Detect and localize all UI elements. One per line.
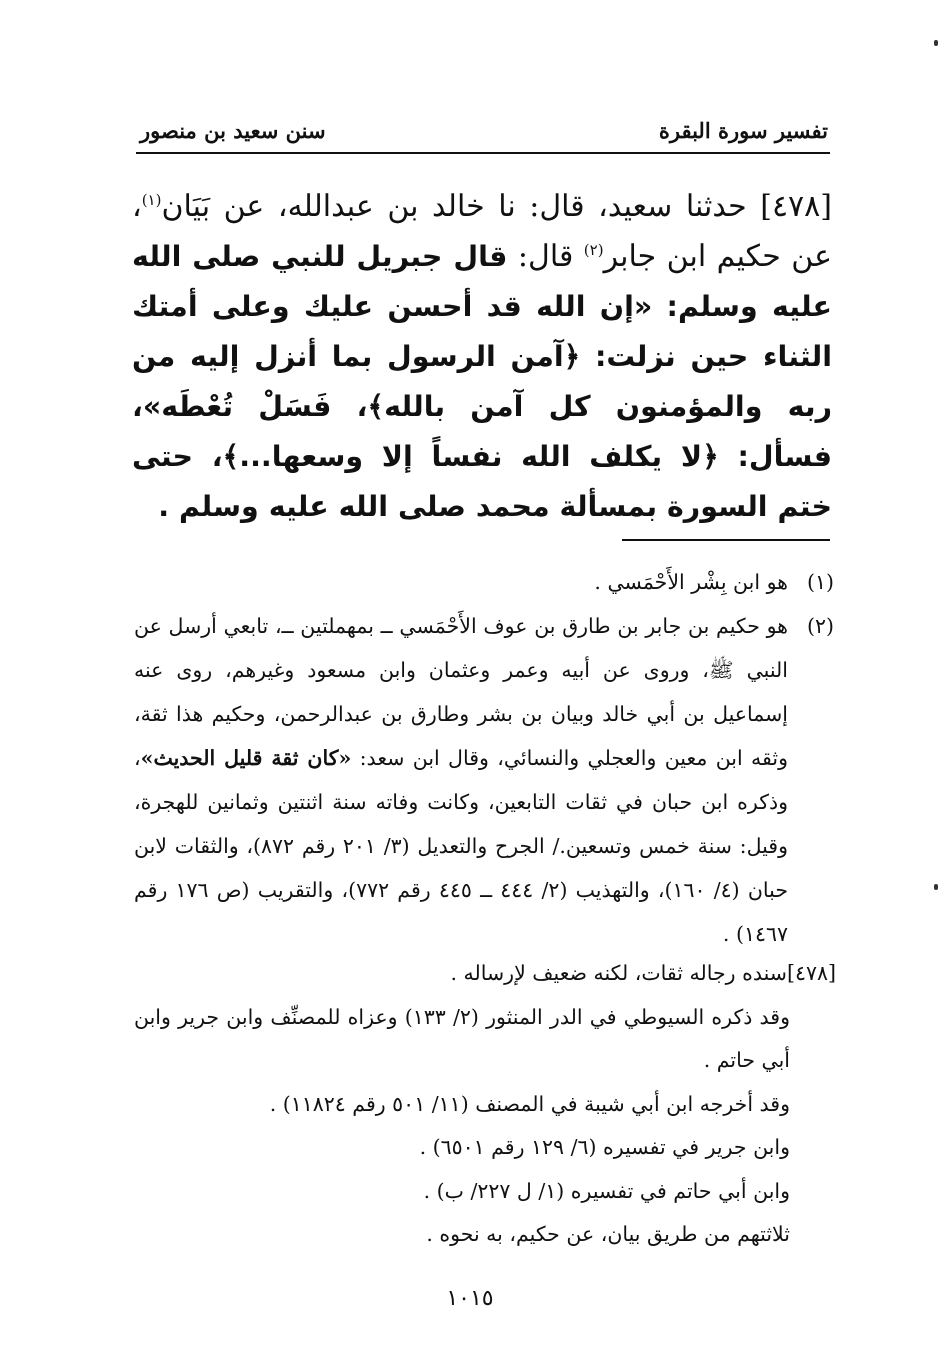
header-surah-title: تفسير سورة البقرة	[658, 117, 828, 143]
footnotes	[134, 560, 834, 956]
footnote-1-mark: (١)	[806, 570, 834, 594]
hadith-text	[132, 182, 832, 532]
hadith-number: [٤٧٨]	[760, 189, 832, 224]
takhrij-note	[134, 952, 836, 1257]
takhrij-mark: [٤٧٨]	[786, 961, 836, 985]
hadith-isnad-2: ، عن حكيم ابن جابر	[132, 189, 832, 274]
header-divider	[136, 152, 830, 154]
hadith-isnad-3: قال:	[507, 239, 584, 274]
footnote-2	[134, 604, 834, 956]
footnote-2-text-a: هو حكيم بن جابر بن طارق بن عوف الأَحْمَسي ــ بمهملتين ــ، تابعي أرسل عن النبي ﷺ، وروى عن أبيه وعمر وعثمان وابن مسعود وغيرهم، روى عنه إسماعيل بن أبي خالد وبيان بن بشر وطارق بن عبدالرحمن، وحكيم هذا ثقة، وثقه ابن معين والعجلي والنسائي، وقال ابن سعد:	[134, 614, 789, 770]
footnote-1-text: هو ابن بِشْر الأَحْمَسي .	[594, 570, 788, 594]
takhrij-line-2: وقد ذكره السيوطي في الدر المنثور (٢/ ١٣٣) وعزاه للمصنِّف وابن جرير وابن أبي حاتم .	[134, 1004, 790, 1072]
takhrij-line-3: وقد أخرجه ابن أبي شيبة في المصنف (١١/ ٥٠١ رقم ١١٨٢٤) .	[269, 1091, 790, 1116]
footnote-2-quote: «كان ثقة قليل الحديث»	[140, 746, 352, 770]
footnote-ref-1[interactable]: (١)	[141, 191, 162, 209]
running-header	[140, 112, 828, 148]
takhrij-line-6: ثلاثتهم من طريق بيان، عن حكيم، به نحوه .	[426, 1222, 790, 1246]
hadith-matn: قال جبريل للنبي صلى الله عليه وسلم: «إن الله قد أحسن عليك وعلى أمتك الثناء حين نزلت: ﴿آمن الرسول بما أنزل إليه من ربه والمؤمنون كل آمن بالله﴾، فَسَلْ تُعْطَه»، فسأل: ﴿لا يكلف الله نفساً إلا وسعها...﴾، حتى ختم السورة بمسألة محمد صلى الله عليه وسلم .	[132, 240, 832, 523]
page-number: ١٠١٥	[446, 1286, 494, 1311]
takhrij-text-1: سنده رجاله ثقات، لكنه ضعيف لإرساله .	[450, 961, 787, 985]
takhrij-line-4: وابن جرير في تفسيره (٦/ ١٢٩ رقم ٦٥٠١) .	[419, 1135, 790, 1159]
scan-mark	[934, 884, 938, 890]
footnote-ref-2[interactable]: (٢)	[583, 241, 604, 259]
footnote-divider	[622, 539, 830, 541]
hadith-isnad-1: حدثنا سعيد، قال: نا خالد بن عبدالله، عن بَيَان	[161, 189, 761, 224]
footnote-2-mark: (٢)	[806, 614, 834, 638]
takhrij-line-1	[134, 952, 836, 996]
scan-mark	[934, 40, 938, 46]
footnote-2-text-c: ، وذكره ابن حبان في ثقات التابعين، وكانت وفاته سنة اثنتين وثمانين للهجرة، وقيل: سنة خمس وتسعين./ الجرح والتعديل (٣/ ٢٠١ رقم ٨٧٢)، والثقات لابن حبان (٤/ ١٦٠)، والتهذيب (٢/ ٤٤٤ ــ ٤٤٥ رقم ٧٧٢)، والتقريب (ص ١٧٦ رقم ١٤٦٧) .	[134, 746, 788, 946]
takhrij-line-5: وابن أبي حاتم في تفسيره (١/ ل ٢٢٧/ ب) .	[423, 1178, 790, 1203]
header-book-title: سنن سعيد بن منصور	[140, 117, 326, 143]
footnote-1	[134, 560, 834, 604]
